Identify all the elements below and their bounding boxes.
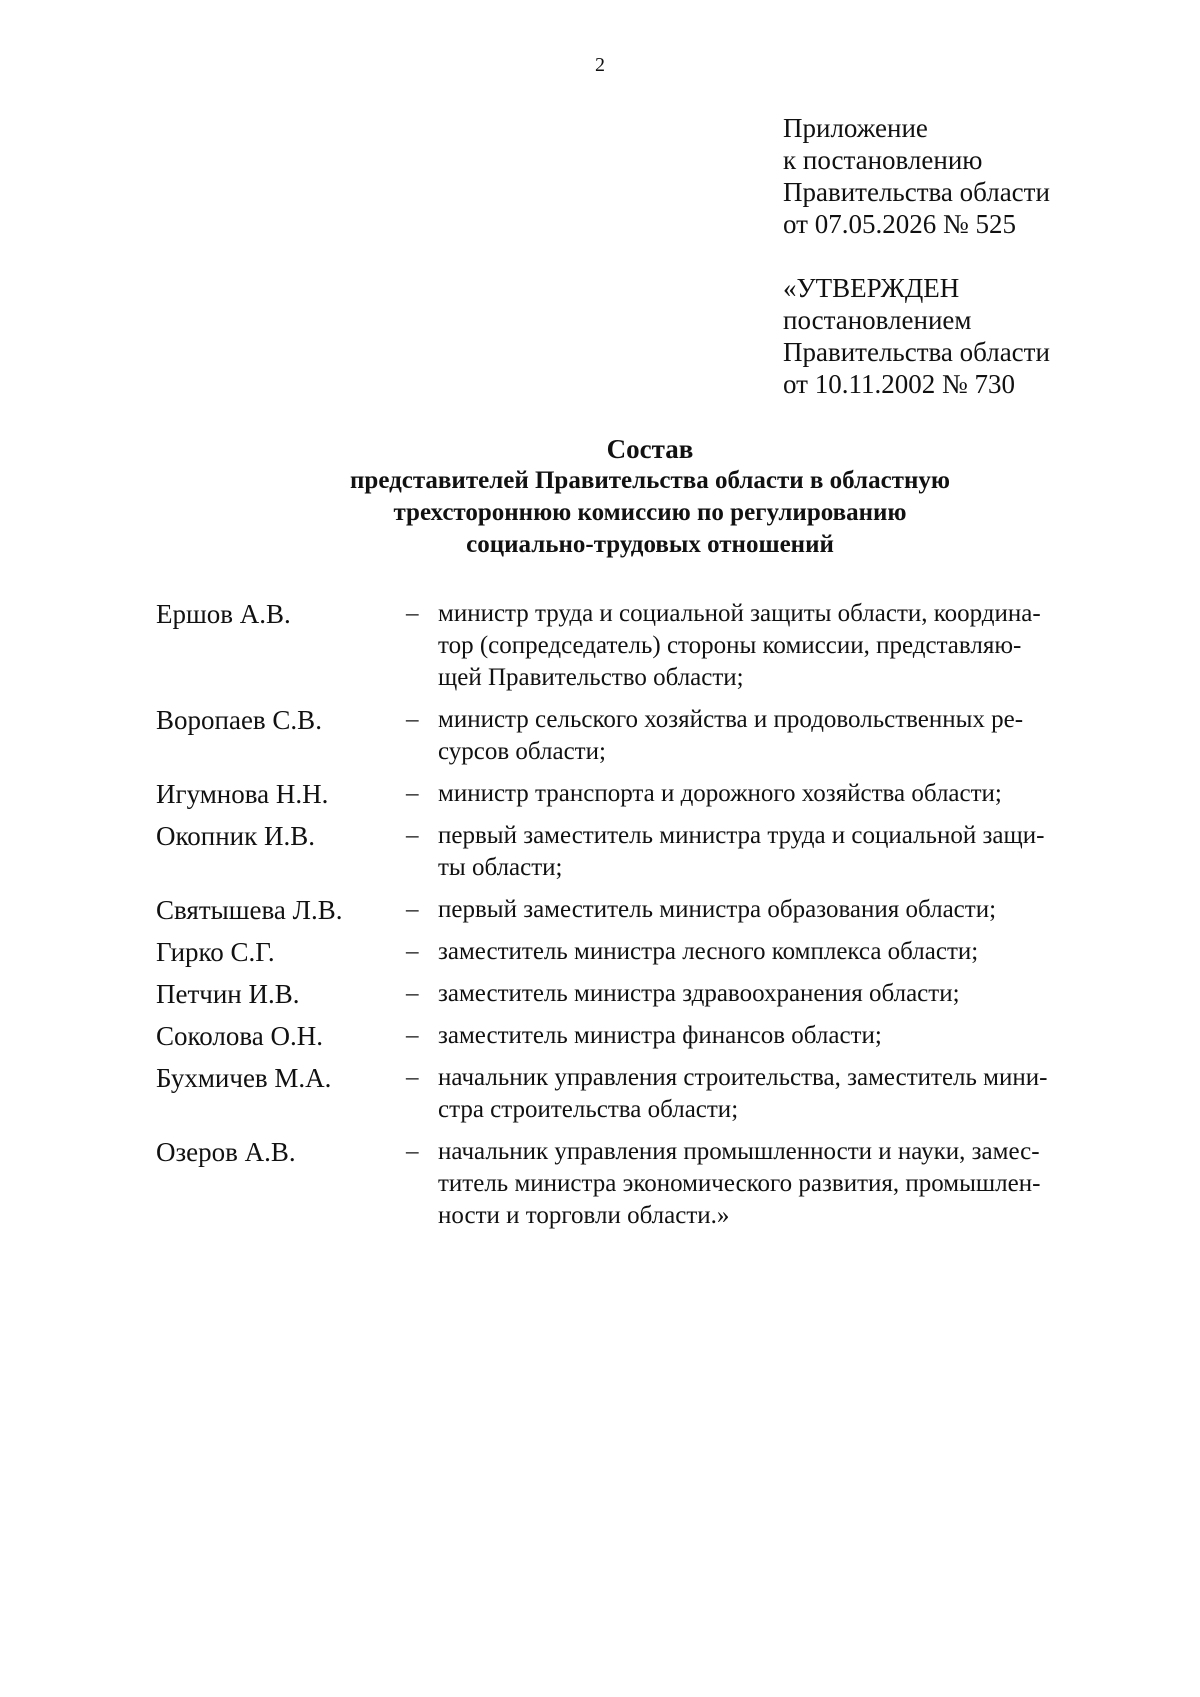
member-row <box>156 778 1136 810</box>
member-dash: – <box>406 822 419 849</box>
member-role <box>438 598 1138 694</box>
appendix-line: от 07.05.2026 № 525 <box>783 209 1016 239</box>
member-role <box>438 704 1138 768</box>
appendix-block <box>783 112 1050 240</box>
member-dash: – <box>406 600 419 627</box>
member-row <box>156 1062 1136 1126</box>
member-role-line: заместитель министра здравоохранения области; <box>438 980 960 1007</box>
member-dash: – <box>406 1138 419 1165</box>
title-line: представителей Правительства области в областную <box>350 467 950 494</box>
members-list <box>156 598 1136 1242</box>
member-name: Соколова О.Н. <box>156 1021 323 1051</box>
member-role <box>438 936 1138 968</box>
member-role-line: титель министра экономического развития, промышлен- <box>438 1170 1041 1197</box>
member-row <box>156 704 1136 768</box>
approval-block <box>783 272 1050 400</box>
member-row <box>156 598 1136 694</box>
member-name: Бухмичев М.А. <box>156 1063 332 1093</box>
member-role <box>438 1020 1138 1052</box>
member-role-line: министр труда и социальной защиты области, координа- <box>438 600 1041 627</box>
member-row <box>156 1136 1136 1232</box>
member-dash: – <box>406 706 419 733</box>
member-name: Гирко С.Г. <box>156 937 275 967</box>
member-row <box>156 1020 1136 1052</box>
member-dash: – <box>406 1064 419 1091</box>
member-role-line: начальник управления строительства, заместитель мини- <box>438 1064 1048 1091</box>
member-role-line: ности и торговли области.» <box>438 1202 730 1229</box>
member-row <box>156 936 1136 968</box>
member-role-line: министр сельского хозяйства и продовольственных ре- <box>438 706 1024 733</box>
member-role-line: первый заместитель министра труда и социальной защи- <box>438 822 1045 849</box>
member-dash: – <box>406 896 419 923</box>
member-name: Ершов А.В. <box>156 599 291 629</box>
appendix-line: Правительства области <box>783 177 1050 207</box>
member-row <box>156 978 1136 1010</box>
member-dash: – <box>406 938 419 965</box>
member-row <box>156 894 1136 926</box>
member-role <box>438 1062 1138 1126</box>
member-role-line: сурсов области; <box>438 738 606 765</box>
member-row <box>156 820 1136 884</box>
member-name: Воропаев С.В. <box>156 705 322 735</box>
member-role-line: первый заместитель министра образования области; <box>438 896 997 923</box>
member-role-line: заместитель министра финансов области; <box>438 1022 882 1049</box>
member-role-line: министр транспорта и дорожного хозяйства области; <box>438 780 1002 807</box>
member-role <box>438 820 1138 884</box>
member-name: Окопник И.В. <box>156 821 315 851</box>
member-role <box>438 894 1138 926</box>
approval-line: от 10.11.2002 № 730 <box>783 369 1015 399</box>
member-role <box>438 778 1138 810</box>
approval-line: Правительства области <box>783 337 1050 367</box>
member-role-line: щей Правительство области; <box>438 664 744 691</box>
member-role-line: ты области; <box>438 854 563 881</box>
member-role-line: тор (сопредседатель) стороны комиссии, представляю- <box>438 632 1022 659</box>
member-role-line: начальник управления промышленности и науки, замес- <box>438 1138 1040 1165</box>
member-dash: – <box>406 1022 419 1049</box>
appendix-line: Приложение <box>783 113 928 143</box>
approval-line: постановлением <box>783 305 972 335</box>
member-dash: – <box>406 980 419 1007</box>
appendix-line: к постановлению <box>783 145 983 175</box>
title-line: трехстороннюю комиссию по регулированию <box>393 499 907 526</box>
member-role <box>438 978 1138 1010</box>
member-name: Святышева Л.В. <box>156 895 343 925</box>
member-role-line: заместитель министра лесного комплекса области; <box>438 938 979 965</box>
member-name: Игумнова Н.Н. <box>156 779 329 809</box>
title-line: социально-трудовых отношений <box>466 531 834 558</box>
member-role <box>438 1136 1138 1232</box>
document-title <box>0 433 1200 561</box>
approval-line: «УТВЕРЖДЕН <box>783 273 960 303</box>
member-dash: – <box>406 780 419 807</box>
title-main: Состав <box>606 434 694 464</box>
member-name: Петчин И.В. <box>156 979 300 1009</box>
page-number: 2 <box>595 54 605 76</box>
member-role-line: стра строительства области; <box>438 1096 739 1123</box>
member-name: Озеров А.В. <box>156 1137 296 1167</box>
